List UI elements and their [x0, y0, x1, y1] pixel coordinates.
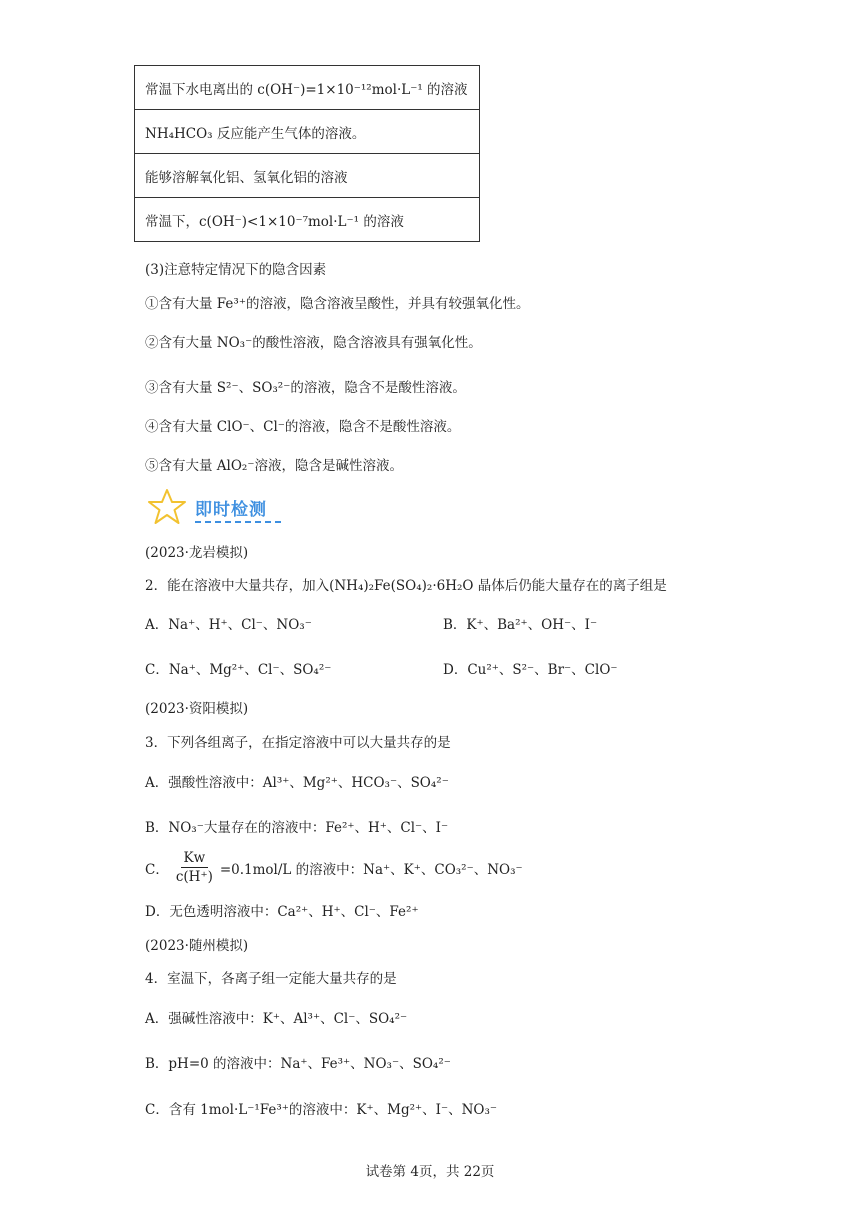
- q3-source: (2023·资阳模拟): [145, 701, 249, 717]
- q3-stem: 3．下列各组离子，在指定溶液中可以大量共存的是: [145, 735, 451, 751]
- q3-option-c: [145, 849, 523, 886]
- table-row: 常温下水电离出的 c(OH⁻)=1×10⁻¹²mol·L⁻¹ 的溶液: [135, 66, 480, 110]
- q2-option-b: B．K⁺、Ba²⁺、OH⁻、I⁻: [443, 617, 598, 633]
- star-icon: [147, 488, 187, 526]
- q4-source: (2023·随州模拟): [145, 938, 249, 954]
- condition-table: [134, 65, 480, 242]
- table-row: 能够溶解氧化铝、氢氧化铝的溶液: [135, 154, 480, 198]
- q2-source: (2023·龙岩模拟): [145, 545, 249, 561]
- q4-option-a: A．强碱性溶液中：K⁺、Al³⁺、Cl⁻、SO₄²⁻: [145, 1011, 408, 1027]
- section-heading: (3)注意特定情况下的隐含因素: [145, 262, 327, 278]
- q4-option-c: C．含有 1mol·L⁻¹Fe³⁺的溶液中：K⁺、Mg²⁺、I⁻、NO₃⁻: [145, 1102, 497, 1118]
- q2-option-c: C．Na⁺、Mg²⁺、Cl⁻、SO₄²⁻: [145, 662, 332, 678]
- banner-underline: [195, 521, 281, 523]
- q2-option-a: A．Na⁺、H⁺、Cl⁻、NO₃⁻: [145, 617, 312, 633]
- fraction-numerator: Kw: [181, 849, 209, 868]
- q2-stem: 2．能在溶液中大量共存，加入(NH₄)₂Fe(SO₄)₂·6H₂O 晶体后仍能大量存在的离子组是: [145, 578, 667, 594]
- q3-option-b: B．NO₃⁻大量存在的溶液中：Fe²⁺、H⁺、Cl⁻、I⁻: [145, 820, 449, 836]
- note-3: ③含有大量 S²⁻、SO₃²⁻的溶液，隐含不是酸性溶液。: [145, 380, 466, 396]
- kw-fraction: [173, 849, 216, 886]
- q3-option-d: D．无色透明溶液中：Ca²⁺、H⁺、Cl⁻、Fe²⁺: [145, 904, 419, 920]
- note-5: ⑤含有大量 AlO₂⁻溶液，隐含是碱性溶液。: [145, 458, 403, 474]
- q3-option-c-rest: =0.1mol/L 的溶液中：Na⁺、K⁺、CO₃²⁻、NO₃⁻: [219, 861, 523, 878]
- note-4: ④含有大量 ClO⁻、Cl⁻的溶液，隐含不是酸性溶液。: [145, 419, 461, 435]
- table-row: 常温下，c(OH⁻)<1×10⁻⁷mol·L⁻¹ 的溶液: [135, 198, 480, 242]
- q3-option-a: A．强酸性溶液中：Al³⁺、Mg²⁺、HCO₃⁻、SO₄²⁻: [145, 775, 449, 791]
- banner-title: 即时检测: [195, 500, 267, 520]
- q4-stem: 4．室温下，各离子组一定能大量共存的是: [145, 971, 397, 987]
- table-row: NH₄HCO₃ 反应能产生气体的溶液。: [135, 110, 480, 154]
- fraction-denominator: c(H⁺): [175, 869, 213, 885]
- note-1: ①含有大量 Fe³⁺的溶液，隐含溶液呈酸性，并具有较强氧化性。: [145, 296, 530, 312]
- q3-option-c-prefix: C．: [145, 861, 169, 878]
- instant-check-banner: [147, 488, 287, 526]
- q2-option-d: D．Cu²⁺、S²⁻、Br⁻、ClO⁻: [443, 662, 618, 678]
- q4-option-b: B．pH=0 的溶液中：Na⁺、Fe³⁺、NO₃⁻、SO₄²⁻: [145, 1056, 451, 1072]
- note-2: ②含有大量 NO₃⁻的酸性溶液，隐含溶液具有强氧化性。: [145, 335, 482, 351]
- page-footer: 试卷第 4页，共 22页: [365, 1164, 495, 1180]
